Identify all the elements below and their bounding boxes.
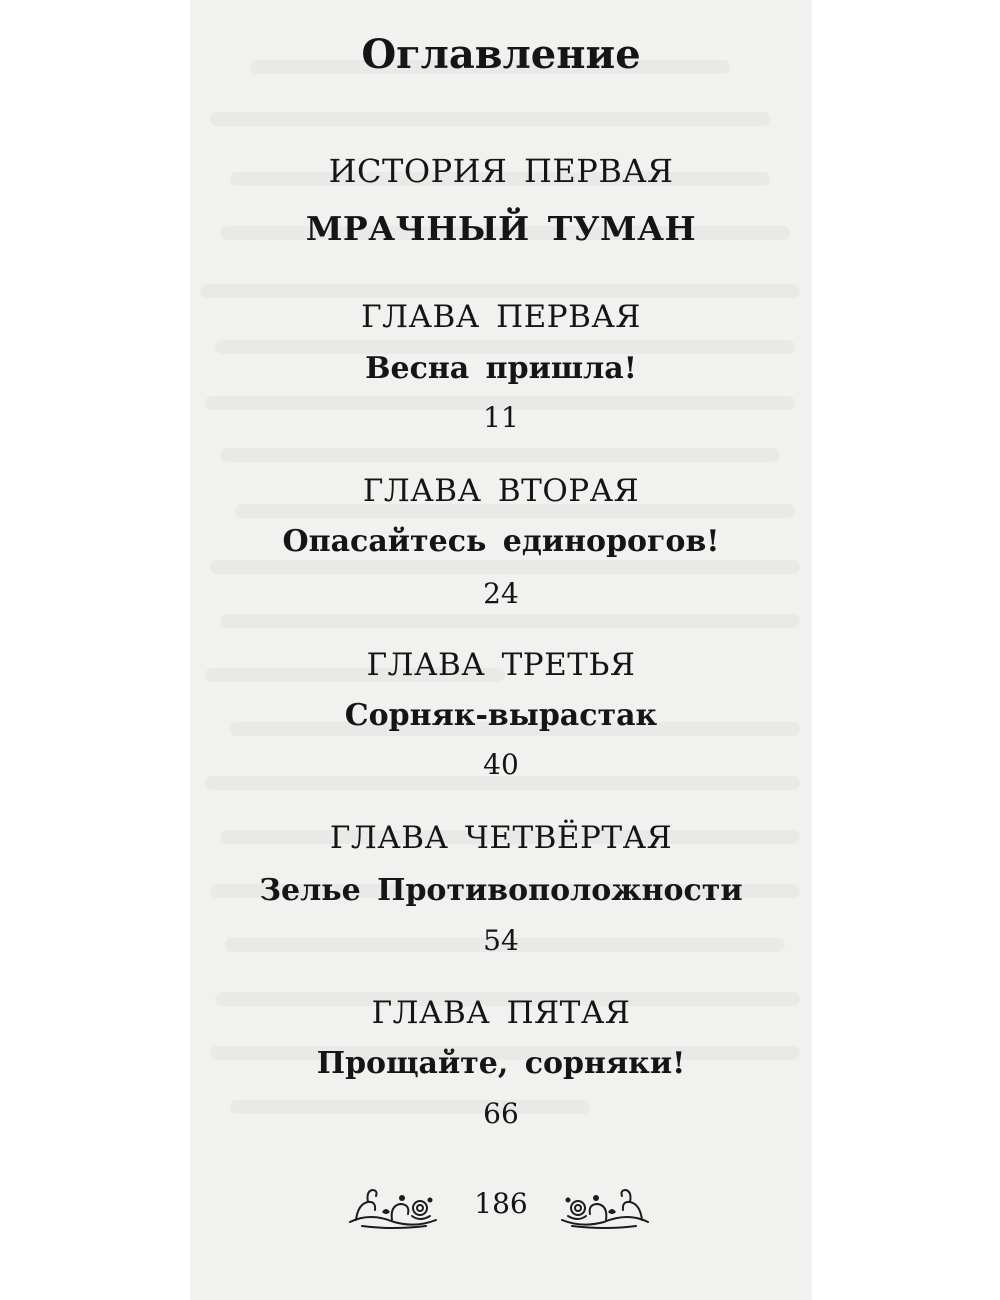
chapter-label: ГЛАВА ПЯТАЯ	[371, 995, 631, 1031]
chapter-page-number: 54	[483, 924, 519, 957]
story-title: МРАЧНЫЙ ТУМАН	[305, 209, 697, 248]
chapter-page-number: 11	[483, 401, 519, 434]
chapter-title: Весна пришла!	[365, 351, 637, 386]
chapter-label: ГЛАВА ВТОРАЯ	[362, 473, 640, 509]
story-label: ИСТОРИЯ ПЕРВАЯ	[328, 152, 674, 190]
page-footer	[190, 1182, 812, 1232]
chapter-title: Опасайтесь единорогов!	[282, 524, 720, 559]
page-title: Оглавление	[361, 31, 641, 78]
chapter-title: Сорняк-вырастак	[344, 698, 658, 733]
chapter-title: Прощайте, сорняки!	[316, 1046, 686, 1081]
book-page	[190, 0, 812, 1300]
chapter-page-number: 66	[483, 1097, 519, 1130]
chapter-label: ГЛАВА ЧЕТВЁРТАЯ	[329, 820, 673, 856]
chapter-page-number: 40	[483, 748, 519, 781]
chapter-page-number: 24	[483, 577, 519, 610]
chapter-label: ГЛАВА ПЕРВАЯ	[361, 299, 641, 335]
chapter-label: ГЛАВА ТРЕТЬЯ	[366, 647, 636, 683]
swan-floral-ornament-icon	[556, 1182, 656, 1230]
chapter-title: Зелье Противоположности	[259, 873, 743, 908]
page-number: 186	[474, 1187, 528, 1220]
